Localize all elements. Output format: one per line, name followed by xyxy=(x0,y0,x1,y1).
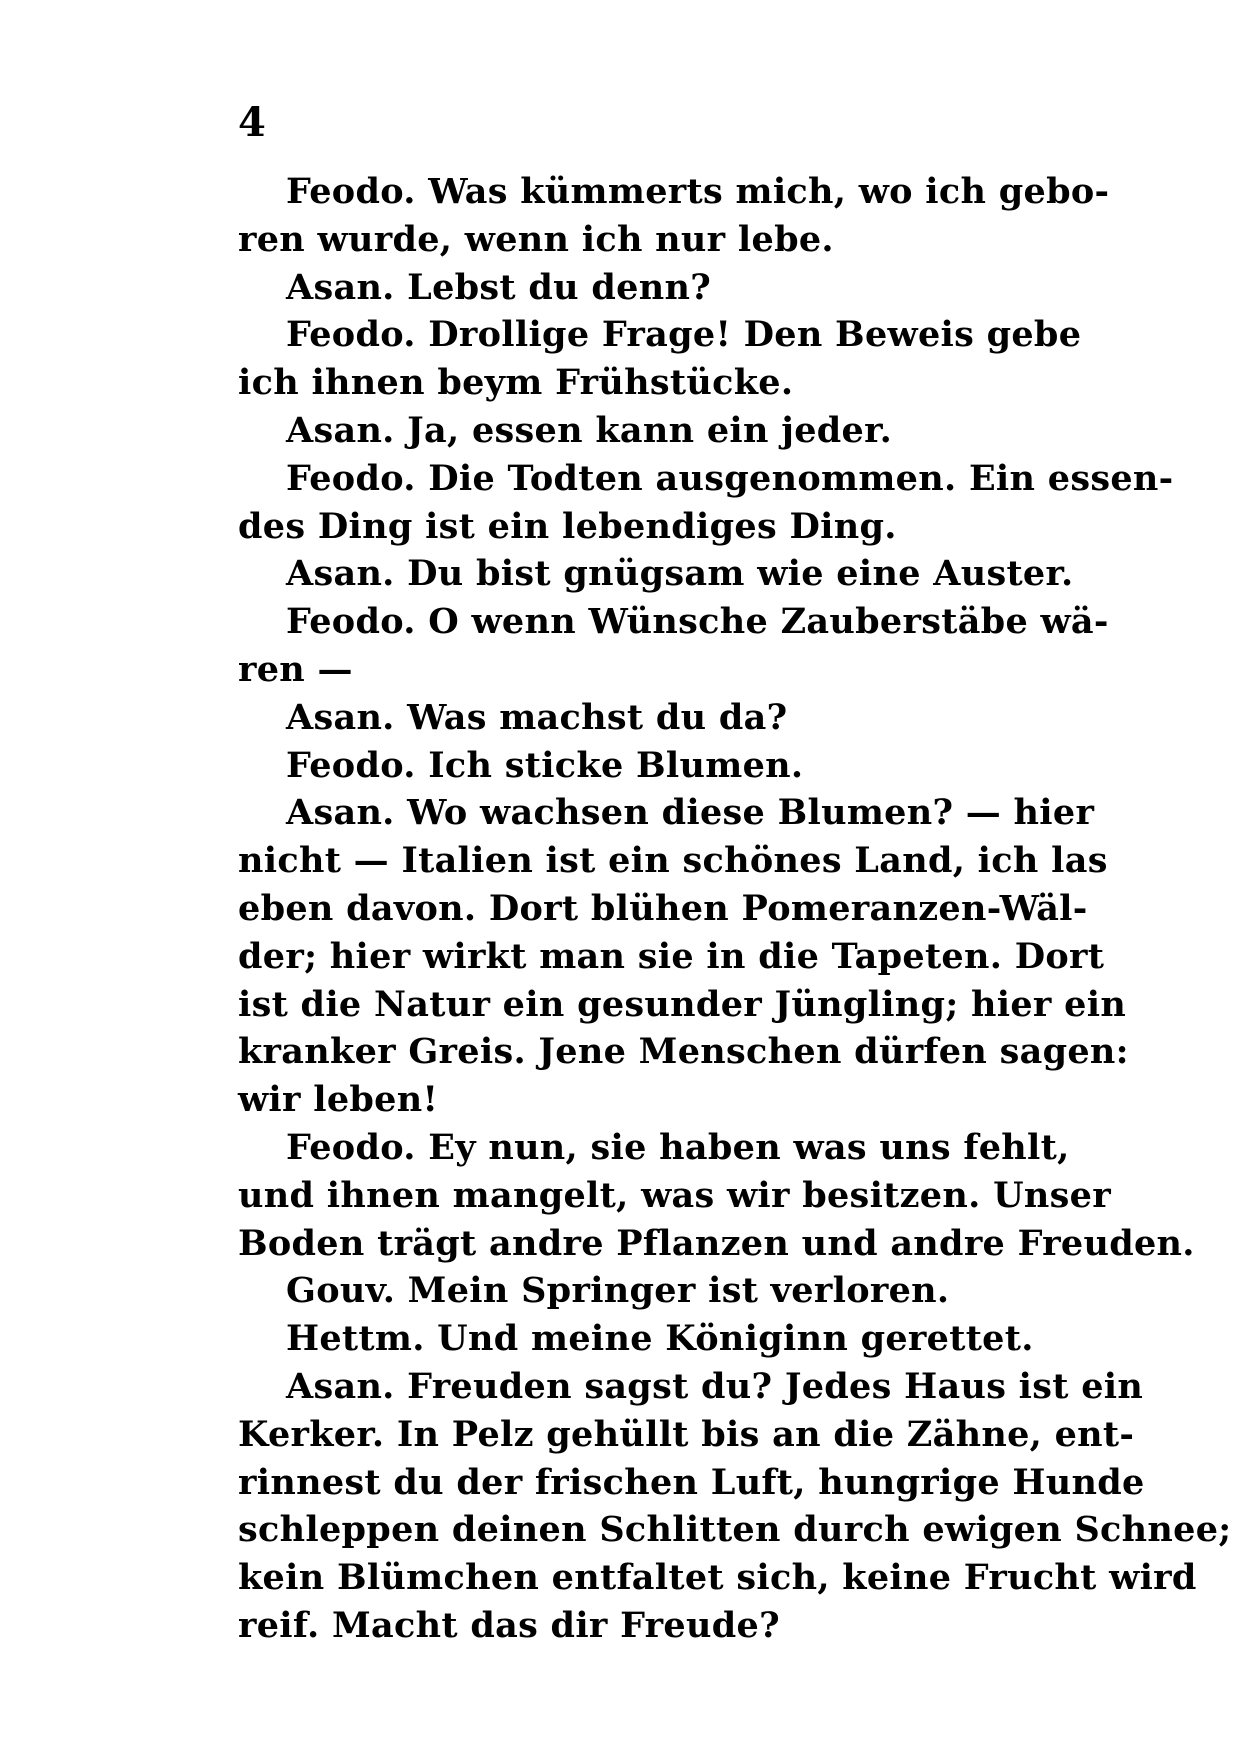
text-line: Feodo. O wenn Wünsche Zauberstäbe wä- xyxy=(286,601,1109,643)
text-line: Feodo. Ich sticke Blumen. xyxy=(286,744,804,786)
text-line: schleppen deinen Schlitten durch ewigen Schnee; xyxy=(238,1509,1232,1551)
text-line: rinnest du der frischen Luft, hungrige Hunde xyxy=(238,1461,1145,1503)
text-line: eben davon. Dort blühen Pomeranzen-Wäl- xyxy=(238,887,1088,929)
text-line: wir leben! xyxy=(238,1079,439,1121)
text-line: und ihnen mangelt, was wir besitzen. Unser xyxy=(238,1174,1111,1216)
text-line: der; hier wirkt man sie in die Tapeten. Dort xyxy=(238,935,1105,977)
text-line: Asan. Freuden sagst du? Jedes Haus ist ein xyxy=(286,1365,1144,1407)
text-line: ich ihnen beym Frühstücke. xyxy=(238,362,794,404)
page-number: 4 xyxy=(238,99,266,146)
text-line: kranker Greis. Jene Menschen dürfen sagen: xyxy=(238,1031,1129,1073)
text-line: ren — xyxy=(238,648,353,690)
text-line: Asan. Wo wachsen diese Blumen? — hier xyxy=(286,792,1095,834)
text-line: Hettm. Und meine Königinn gerettet. xyxy=(286,1318,1034,1360)
text-line: des Ding ist ein lebendiges Ding. xyxy=(238,505,897,547)
text-line: kein Blümchen entfaltet sich, keine Frucht wird xyxy=(238,1557,1197,1599)
text-line: Boden trägt andre Pflanzen und andre Freuden. xyxy=(238,1222,1195,1264)
text-line: Feodo. Was kümmerts mich, wo ich gebo- xyxy=(286,171,1110,212)
text-line: Feodo. Drollige Frage! Den Beweis gebe xyxy=(286,314,1082,356)
text-line: Feodo. Die Todten ausgenommen. Ein essen- xyxy=(286,457,1174,499)
text-line: ist die Natur ein gesunder Jüngling; hier ein xyxy=(238,983,1127,1025)
dialogue-text-block xyxy=(238,168,1232,1650)
text-line: ren wurde, wenn ich nur lebe. xyxy=(238,218,834,260)
text-line: Feodo. Ey nun, sie haben was uns fehlt, xyxy=(286,1126,1070,1168)
text-line: nicht — Italien ist ein schönes Land, ich las xyxy=(238,840,1108,882)
text-line: Asan. Was machst du da? xyxy=(286,696,788,738)
text-line: reif. Macht das dir Freude? xyxy=(238,1604,780,1646)
text-line: Asan. Ja, essen kann ein jeder. xyxy=(286,409,893,451)
text-line: Kerker. In Pelz gehüllt bis an die Zähne, ent- xyxy=(238,1413,1135,1455)
text-line: Asan. Lebst du denn? xyxy=(286,266,712,308)
text-line: Asan. Du bist gnügsam wie eine Auster. xyxy=(286,553,1074,595)
text-line: Gouv. Mein Springer ist verloren. xyxy=(286,1270,950,1312)
